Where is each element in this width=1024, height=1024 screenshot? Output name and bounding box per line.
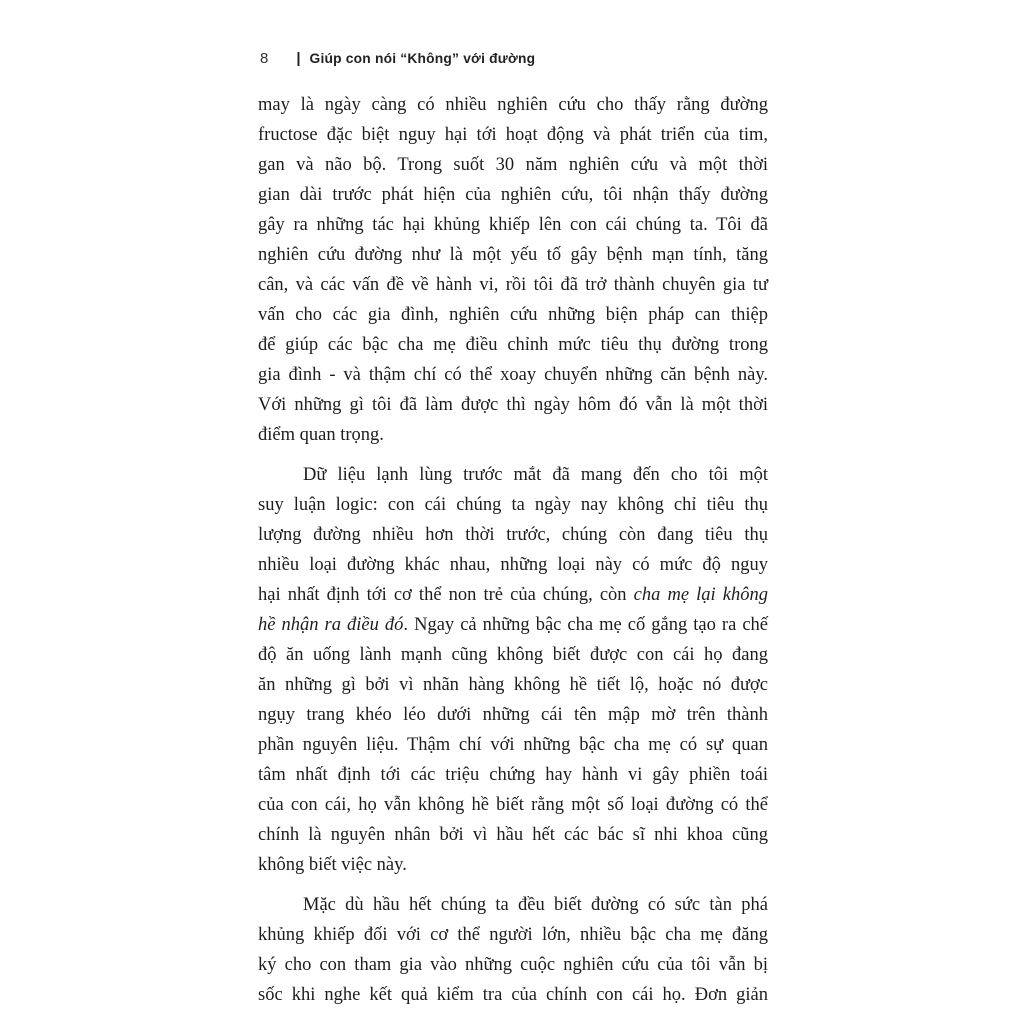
text-line	[258, 120, 768, 150]
text-line	[258, 920, 768, 950]
text-line	[258, 700, 768, 730]
body-text: . Ngay cả những bậc cha mẹ cố gắng tạo ra chế	[403, 615, 768, 635]
text-line	[258, 610, 768, 640]
text-line	[258, 390, 768, 420]
body-text: Với những gì tôi đã làm được thì ngày hôm đó vẫn là một thời	[258, 395, 768, 415]
text-line	[258, 890, 768, 920]
body-text: điểm quan trọng.	[258, 425, 384, 445]
paragraph	[258, 90, 768, 450]
body-text: tâm nhất định tới các triệu chứng hay hành vi gây phiền toái	[258, 765, 768, 785]
text-line	[258, 150, 768, 180]
body-text: suy luận logic: con cái chúng ta ngày nay không chỉ tiêu thụ	[258, 495, 768, 515]
text-line	[258, 790, 768, 820]
body-text: gia đình - và thậm chí có thể xoay chuyển những căn bệnh này.	[258, 365, 768, 385]
text-line	[258, 640, 768, 670]
text-line	[258, 330, 768, 360]
body-text: Mặc dù hầu hết chúng ta đều biết đường có sức tàn phá	[303, 895, 768, 915]
body-text: nhiều loại đường khác nhau, những loại này có mức độ nguy	[258, 555, 768, 575]
text-line	[258, 270, 768, 300]
text-line	[258, 180, 768, 210]
body-text: khủng khiếp đối với cơ thể người lớn, nhiều bậc cha mẹ đăng	[258, 925, 768, 945]
text-line	[258, 360, 768, 390]
text-line	[258, 550, 768, 580]
text-line	[258, 580, 768, 610]
body-text: ký cho con tham gia vào những cuộc nghiên cứu của tôi vẫn bị	[258, 955, 768, 975]
italic-text: cha mẹ lại không	[633, 585, 768, 605]
body-text: ăn những gì bởi vì nhãn hàng không hề tiết lộ, hoặc nó được	[258, 675, 768, 695]
text-line	[258, 950, 768, 980]
text-line	[258, 850, 768, 880]
body-text: gây ra những tác hại khủng khiếp lên con cái chúng ta. Tôi đã	[258, 215, 768, 235]
text-line	[258, 210, 768, 240]
paragraph	[258, 460, 768, 880]
body-text: Dữ liệu lạnh lùng trước mắt đã mang đến cho tôi một	[303, 465, 768, 485]
body-text: cân, và các vấn đề về hành vi, rồi tôi đã trở thành chuyên gia tư	[258, 275, 768, 295]
body-text: hại nhất định tới cơ thể non trẻ của chúng, còn	[258, 585, 634, 605]
text-line	[258, 240, 768, 270]
body-text: gian dài trước phát hiện của nghiên cứu, tôi nhận thấy đường	[258, 185, 768, 205]
text-line	[258, 760, 768, 790]
body-text: nghiên cứu đường như là một yếu tố gây bệnh mạn tính, tăng	[258, 245, 768, 265]
text-line	[258, 980, 768, 1010]
page-number: 8	[260, 49, 269, 67]
body-text: gan và não bộ. Trong suốt 30 năm nghiên cứu và một thời	[258, 155, 768, 175]
running-title: Giúp con nói “Không” với đường	[309, 50, 536, 66]
text-line	[258, 90, 768, 120]
text-line	[258, 820, 768, 850]
body-text: vấn cho các gia đình, nghiên cứu những biện pháp can thiệp	[258, 305, 768, 325]
text-line	[258, 670, 768, 700]
page-header	[260, 49, 772, 67]
body-text: của con cái, họ vẫn không hề biết rằng một số loại đường có thể	[258, 795, 768, 815]
body-text: sốc khi nghe kết quả kiểm tra của chính con cái họ. Đơn giản	[258, 985, 768, 1005]
body-text: độ ăn uống lành mạnh cũng không biết được con cái họ đang	[258, 645, 768, 665]
body-text: may là ngày càng có nhiều nghiên cứu cho thấy rằng đường	[258, 95, 768, 115]
body-text: ngụy trang khéo léo dưới những cái tên mập mờ trên thành	[258, 705, 768, 725]
body-text: phần nguyên liệu. Thậm chí với những bậc cha mẹ có sự quan	[258, 735, 768, 755]
text-line	[258, 460, 768, 490]
italic-text: hề nhận ra điều đó	[258, 615, 404, 635]
text-line	[258, 730, 768, 760]
body-text: không biết việc này.	[258, 855, 407, 875]
text-line	[258, 300, 768, 330]
text-line	[258, 420, 768, 450]
paragraph	[258, 890, 768, 1010]
body-text: fructose đặc biệt nguy hại tới hoạt động và phát triển của tim,	[258, 125, 768, 145]
header-separator: |	[296, 49, 301, 67]
text-line	[258, 520, 768, 550]
text-line	[258, 490, 768, 520]
body-text: để giúp các bậc cha mẹ điều chỉnh mức tiêu thụ đường trong	[258, 335, 768, 355]
body-text: chính là nguyên nhân bởi vì hầu hết các bác sĩ nhi khoa cũng	[258, 825, 768, 845]
body-text: lượng đường nhiều hơn thời trước, chúng còn đang tiêu thụ	[258, 525, 768, 545]
text-block	[258, 90, 768, 1010]
